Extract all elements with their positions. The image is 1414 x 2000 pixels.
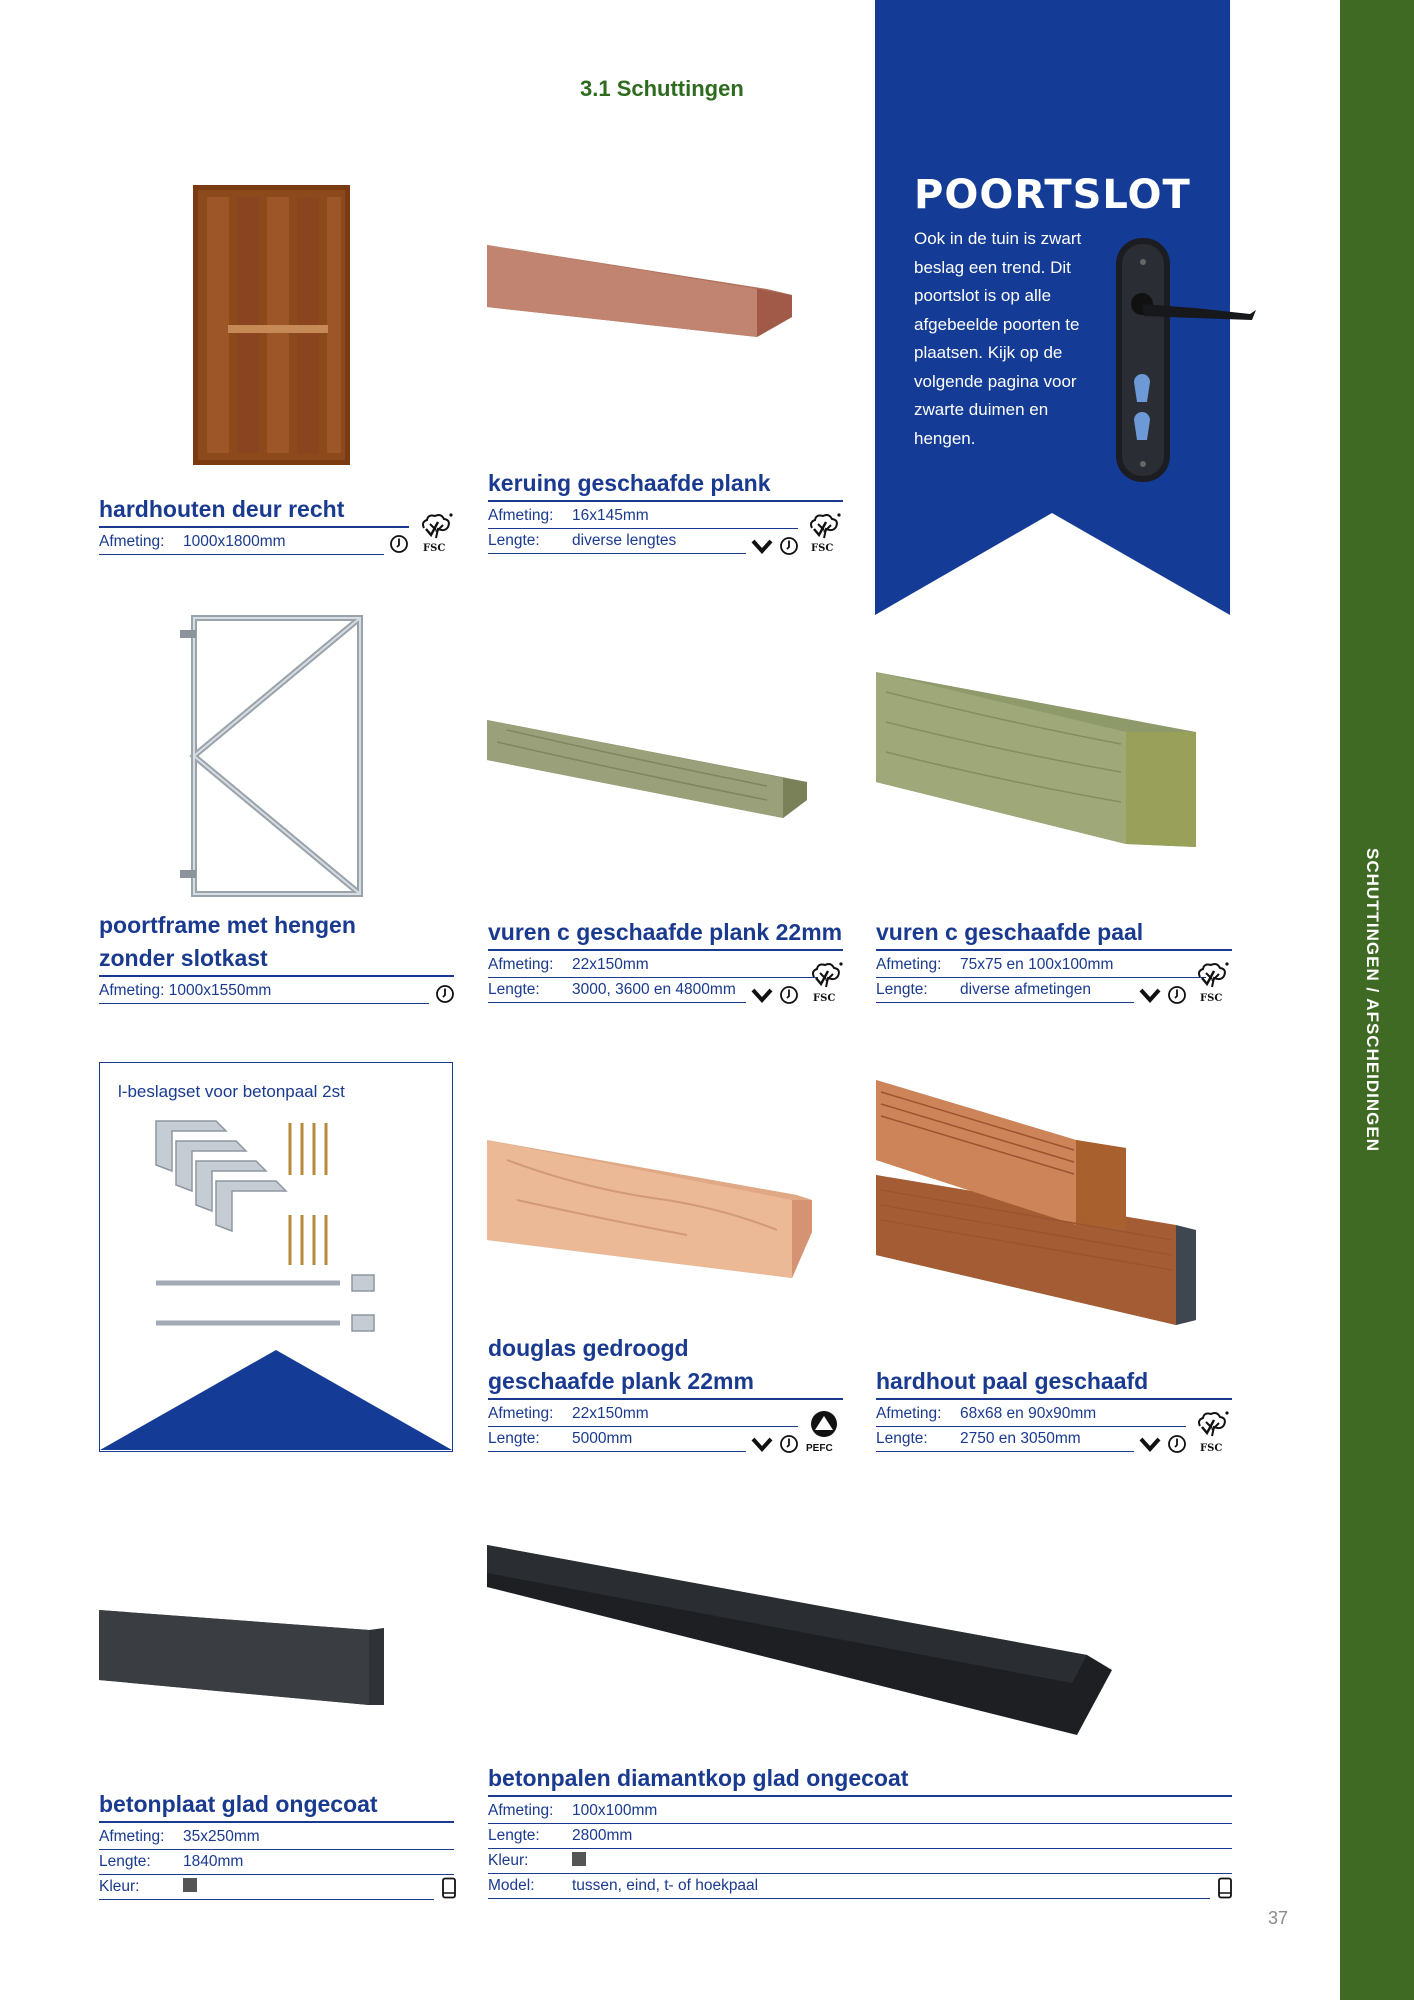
spec-row-afmeting: Afmeting: 16x145mm bbox=[488, 504, 798, 529]
color-swatch bbox=[572, 1852, 586, 1866]
hardwood-door-image bbox=[193, 185, 350, 465]
fsc-text: FSC bbox=[813, 993, 836, 1004]
clock-icon bbox=[779, 1434, 799, 1454]
product-name-douglas-1: douglas gedroogd bbox=[488, 1335, 689, 1361]
spec-row-lengte: Lengte: 5000mm bbox=[488, 1427, 746, 1452]
concrete-posts-image bbox=[487, 1545, 1112, 1735]
clock-icon bbox=[1167, 1434, 1187, 1454]
check-icon bbox=[750, 1434, 774, 1454]
product-name-vuren-plank: vuren c geschaafde plank 22mm bbox=[488, 919, 843, 945]
color-swatch bbox=[183, 1878, 197, 1892]
pefc-logo bbox=[806, 1410, 842, 1440]
product-name-hardhouten-deur: hardhouten deur recht bbox=[99, 496, 345, 522]
product-name-hardhout-paal: hardhout paal geschaafd bbox=[876, 1368, 1149, 1394]
fsc-logo bbox=[1194, 1410, 1230, 1440]
product-name-vuren-paal: vuren c geschaafde paal bbox=[876, 919, 1144, 945]
spec-row-lengte: Lengte: 2750 en 3050mm bbox=[876, 1427, 1134, 1452]
product-name-betonpalen: betonpalen diamantkop glad ongecoat bbox=[488, 1765, 909, 1791]
product-name-douglas-2: geschaafde plank 22mm bbox=[488, 1368, 754, 1394]
spec-row-afmeting: Afmeting: 75x75 en 100x100mm bbox=[876, 953, 1206, 978]
spec-row-kleur: Kleur: bbox=[99, 1875, 434, 1900]
product-rule bbox=[99, 1821, 454, 1823]
fsc-logo bbox=[1194, 961, 1230, 991]
fsc-text: FSC bbox=[423, 543, 446, 554]
hardware-set-triangle bbox=[100, 1350, 452, 1450]
vuren-plank-image bbox=[487, 720, 807, 820]
product-name-betonplaat: betonplaat glad ongecoat bbox=[99, 1791, 378, 1817]
fsc-text: FSC bbox=[1200, 993, 1223, 1004]
spec-row-kleur: Kleur: bbox=[488, 1849, 1232, 1874]
hardwood-post-image bbox=[876, 1080, 1196, 1325]
vuren-paal-image bbox=[876, 672, 1196, 847]
spec-row-afmeting: Afmeting: 22x150mm bbox=[488, 953, 818, 978]
hardware-set-image bbox=[150, 1115, 400, 1345]
product-rule bbox=[488, 949, 843, 951]
product-rule bbox=[99, 975, 454, 977]
banner-title: POORTSLOT bbox=[914, 172, 1191, 218]
product-rule bbox=[488, 1795, 1232, 1797]
douglas-plank-image bbox=[487, 1140, 812, 1280]
side-label: SCHUTTINGEN / AFSCHEIDINGEN bbox=[1363, 847, 1382, 1153]
product-rule bbox=[488, 1398, 843, 1400]
pefc-text: PEFC bbox=[806, 1443, 833, 1454]
spec-row-lengte: Lengte: diverse afmetingen bbox=[876, 978, 1134, 1003]
banner-text: Ook in de tuin is zwart beslag een trend. Dit poortslot is op alle afgebeelde poorten te plaatsen. Kijk op de volgende pagina voor zwarte duimen en hengen. bbox=[914, 229, 1082, 448]
product-rule bbox=[876, 949, 1232, 951]
check-icon bbox=[1138, 1434, 1162, 1454]
spec-row-afmeting: Afmeting: 1000x1550mm bbox=[99, 979, 429, 1004]
check-icon bbox=[1138, 985, 1162, 1005]
section-title: 3.1 Schuttingen bbox=[580, 76, 744, 101]
product-rule bbox=[99, 526, 409, 528]
spec-row-afmeting: Afmeting: 100x100mm bbox=[488, 1799, 1232, 1824]
page-number: 37 bbox=[1268, 1908, 1289, 1928]
fsc-logo bbox=[418, 512, 454, 542]
concrete-plate-image bbox=[99, 1610, 384, 1705]
spec-row-lengte: Lengte: 3000, 3600 en 4800mm bbox=[488, 978, 746, 1003]
check-icon bbox=[750, 985, 774, 1005]
spec-row-lengte: Lengte: 2800mm bbox=[488, 1824, 1232, 1849]
product-rule bbox=[876, 1398, 1232, 1400]
spec-row-afmeting: Afmeting: 68x68 en 90x90mm bbox=[876, 1402, 1186, 1427]
keruing-plank-image bbox=[487, 245, 792, 337]
hardware-set-caption: l-beslagset voor betonpaal 2st bbox=[118, 1082, 345, 1101]
fsc-text: FSC bbox=[1200, 1443, 1223, 1454]
check-icon bbox=[750, 536, 774, 556]
phone-icon bbox=[1217, 1877, 1233, 1899]
clock-icon bbox=[1167, 985, 1187, 1005]
clock-icon bbox=[779, 985, 799, 1005]
product-name-poortframe-1: poortframe met hengen bbox=[99, 912, 356, 938]
spec-row-model: Model: tussen, eind, t- of hoekpaal bbox=[488, 1874, 1210, 1899]
product-rule bbox=[488, 500, 843, 502]
product-name-keruing: keruing geschaafde plank bbox=[488, 470, 771, 496]
spec-row-afmeting: Afmeting: 1000x1800mm bbox=[99, 530, 384, 555]
spec-row-afmeting: Afmeting: 35x250mm bbox=[99, 1825, 454, 1850]
fsc-logo bbox=[806, 512, 842, 542]
spec-row-lengte: Lengte: diverse lengtes bbox=[488, 529, 746, 554]
spec-row-afmeting: Afmeting: 22x150mm bbox=[488, 1402, 798, 1427]
fsc-text: FSC bbox=[811, 543, 834, 554]
clock-icon bbox=[435, 984, 455, 1004]
clock-icon bbox=[779, 536, 799, 556]
clock-icon bbox=[389, 534, 409, 554]
gate-frame-image bbox=[180, 610, 380, 902]
fsc-logo bbox=[808, 961, 844, 991]
spec-row-lengte: Lengte: 1840mm bbox=[99, 1850, 454, 1875]
phone-icon bbox=[441, 1877, 457, 1899]
product-name-poortframe-2: zonder slotkast bbox=[99, 945, 268, 971]
gate-lock-image bbox=[1100, 232, 1260, 492]
